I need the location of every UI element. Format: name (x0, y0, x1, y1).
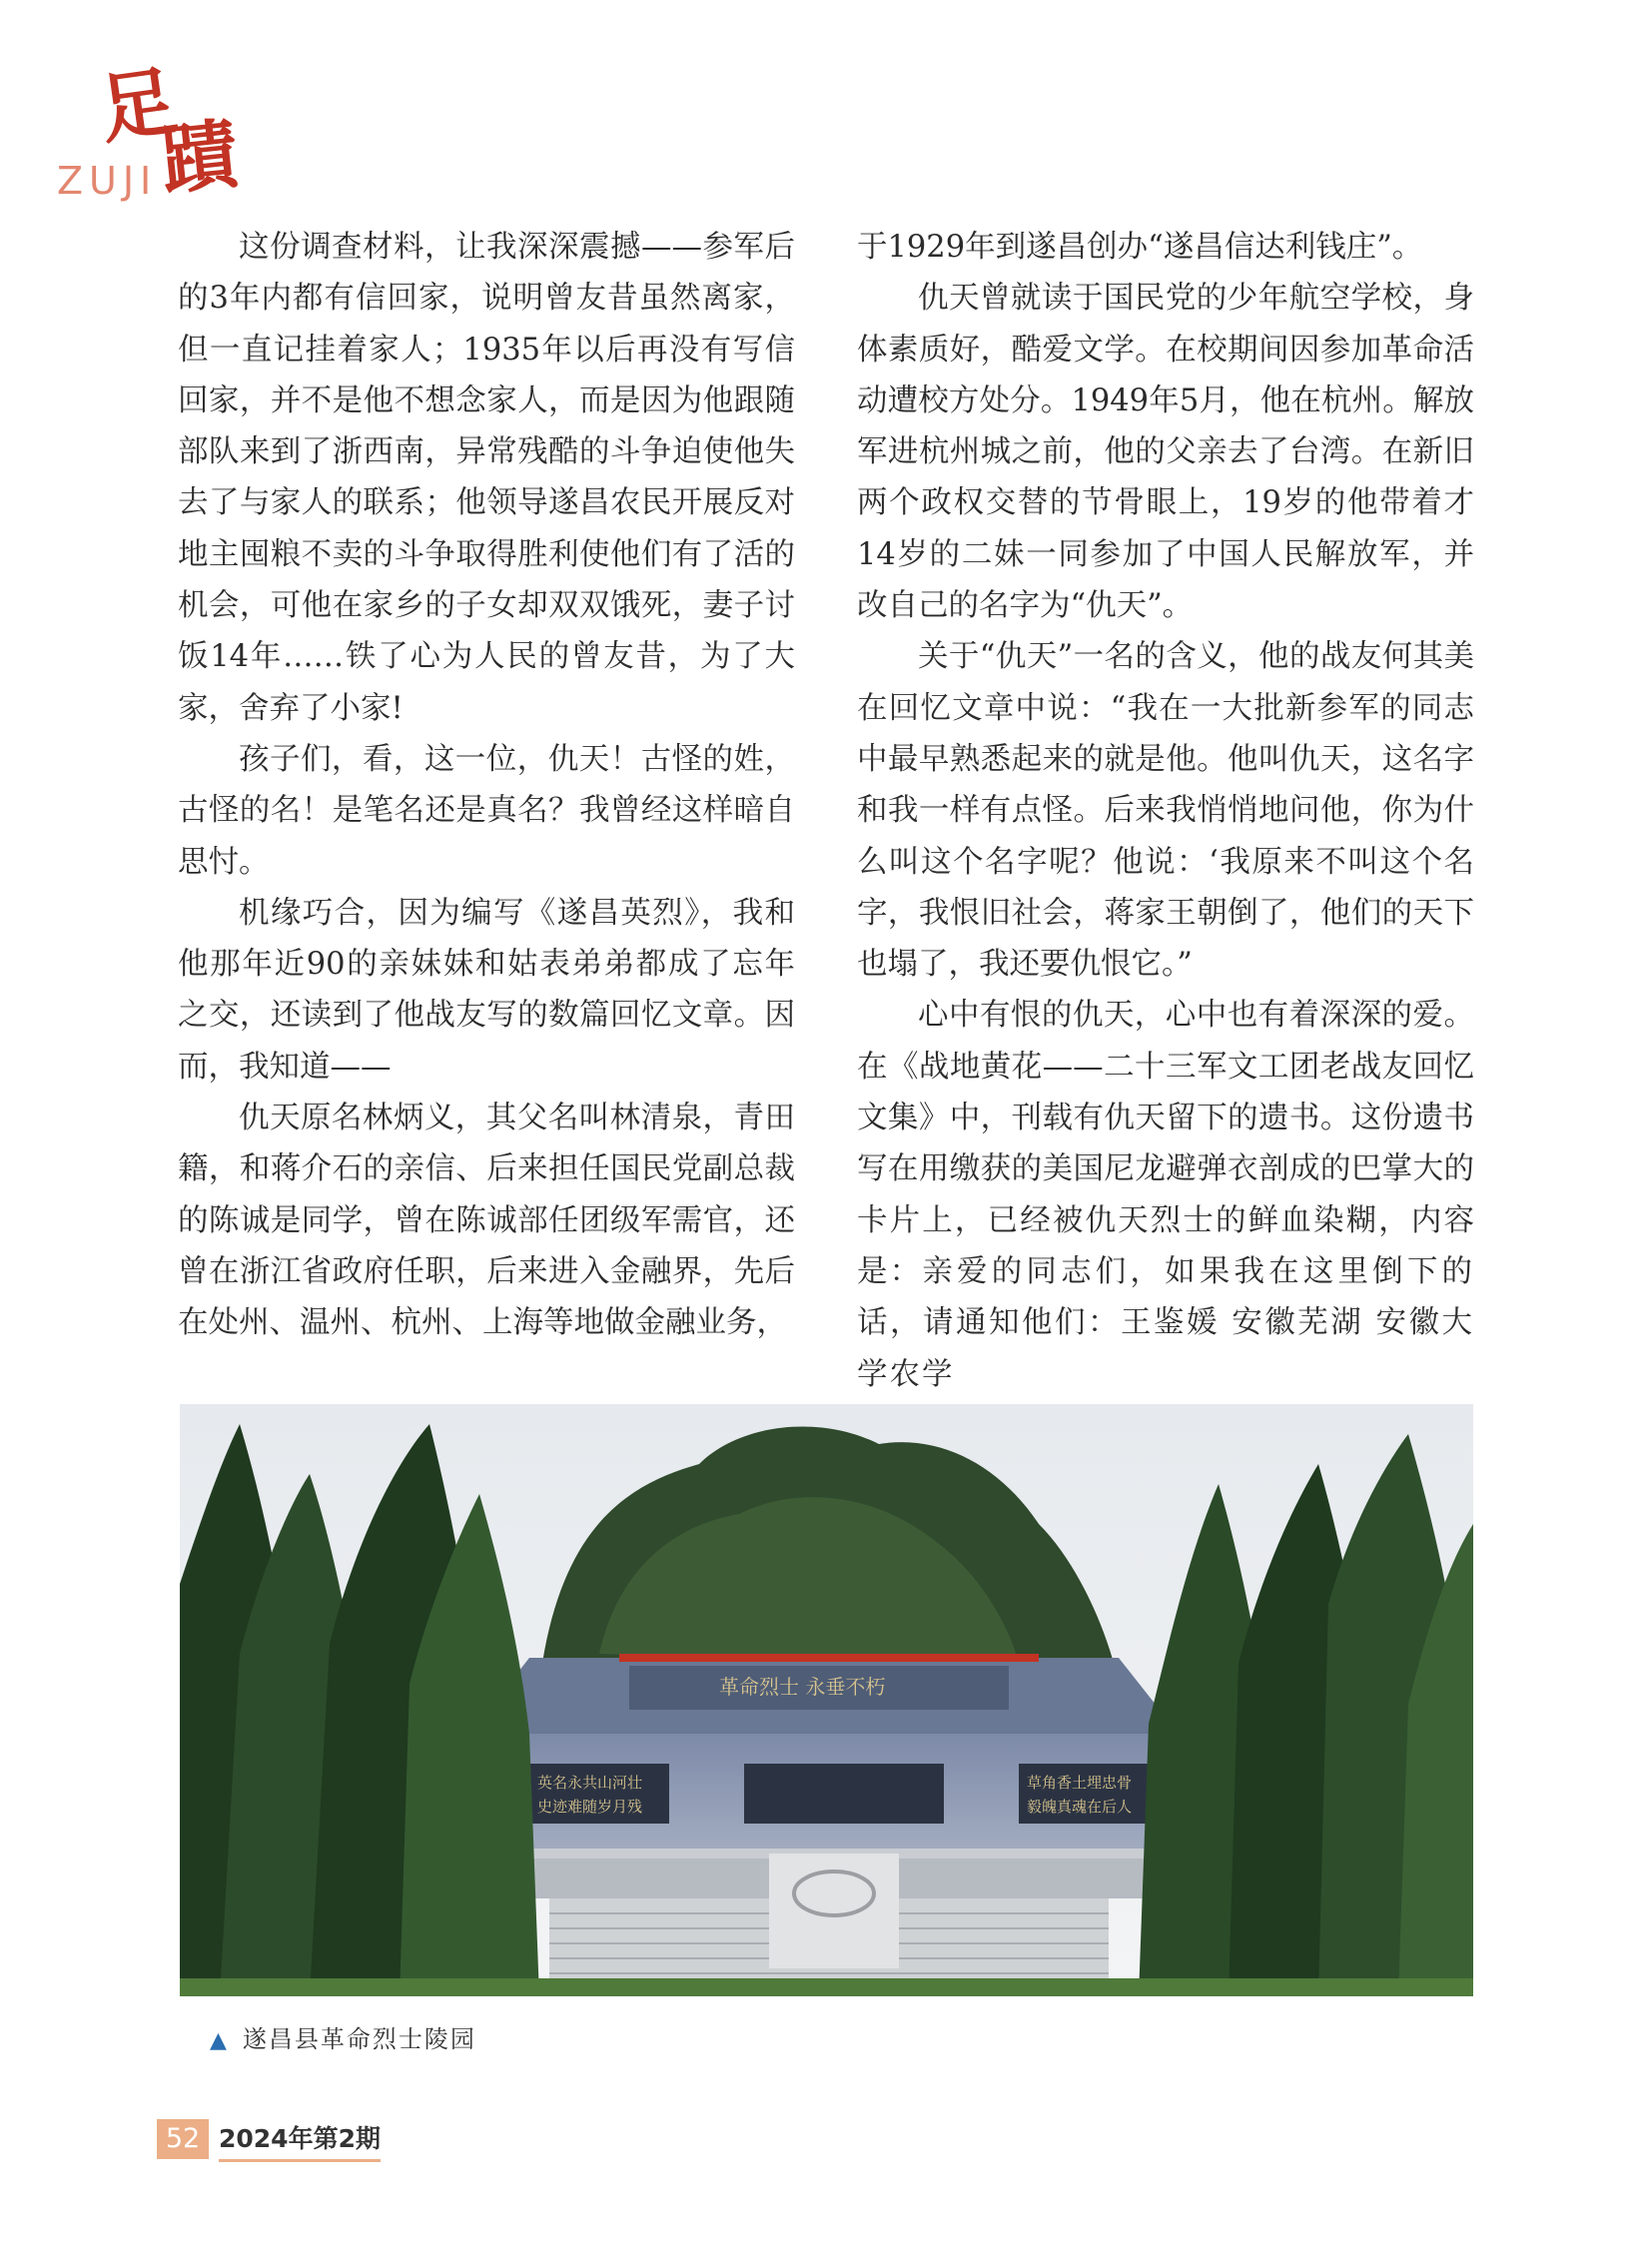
section-logo (52, 56, 252, 206)
cemetery-photo (180, 1404, 1473, 1996)
paragraph: 仇天曾就读于国民党的少年航空学校，身体素质好，酷爱文学。在校期间因参加革命活动遭校方处分。1949年5月，他在杭州。解放军进杭州城之前，他的父亲去了台湾。在新旧两个政权交替的节骨眼上，19岁的他带着才14岁的二妹一同参加了中国人民解放军，并改自己的名字为“仇天”。 (857, 281, 1474, 624)
caption-text: 遂昌县革命烈士陵园 (242, 2025, 476, 2053)
paragraph: 仇天原名林炳义，其父名叫林清泉，青田籍，和蒋介石的亲信、后来担任国民党副总裁的陈诚是同学，曾在陈诚部任团级军需官，还曾在浙江省政府任职，后来进入金融界，先后在处州、温州、杭州、上海等地做金融业务， (178, 1101, 795, 1341)
paragraph: 关于“仇天”一名的含义，他的战友何其美在回忆文章中说：“我在一大批新参军的同志中最早熟悉起来的就是他。他叫仇天，这名字和我一样有点怪。后来我悄悄地问他，你为什么叫这个名字呢？他说：‘我原来不叫这个名字，我恨旧社会，蒋家王朝倒了，他们的天下也塌了，我还要仇恨它。” (857, 639, 1474, 983)
right-column (857, 222, 1474, 1400)
paragraph: 这份调查材料，让我深深震撼——参军后的3年内都有信回家，说明曾友昔虽然离家，但一直记挂着家人；1935年以后再没有写信回家，并不是他不想念家人，而是因为他跟随部队来到了浙西南，异常残酷的斗争迫使他失去了与家人的联系；他领导遂昌农民开展反对地主囤粮不卖的斗争取得胜利使他们有了活的机会，可他在家乡的子女却双双饿死，妻子讨饭14年……铁了心为人民的曾友昔，为了大家，舍弃了小家! (178, 230, 795, 726)
paragraph-continuation: 于1929年到遂昌创办“遂昌信达利钱庄”。 (857, 230, 1423, 265)
logo-char-zu: 足 (94, 56, 182, 155)
left-plaque-line2: 史迹难随岁月残 (537, 1798, 643, 1816)
caption-triangle-icon: ▲ (210, 2028, 229, 2053)
paragraph (857, 990, 1474, 1399)
right-plaque-line2: 毅魄真魂在后人 (1027, 1798, 1133, 1816)
left-column (178, 222, 795, 1349)
paragraph: 机缘巧合，因为编写《遂昌英烈》，我和他那年近90的亲妹妹和姑表弟弟都成了忘年之交，还读到了他战友写的数篇回忆文章。因而，我知道—— (178, 895, 795, 1085)
page-number: 52 (157, 2119, 209, 2159)
photo-caption (210, 2019, 476, 2054)
paragraph: 孩子们，看，这一位，仇天！古怪的姓，古怪的名！是笔名还是真名？我曾经这样暗自思忖。 (178, 741, 795, 880)
right-plaque-line1: 草角香土埋忠骨 (1027, 1774, 1133, 1792)
paragraph-text: 心中有恨的仇天，心中也有着深深的爱。在《战地黄花——二十三军文工团老战友回忆文集》中，刊载有仇天留下的遗书。这份遗书写在用缴获的美国尼龙避弹衣剖成的巴掌大的卡片上，已经被仇天烈士的鲜血染糊，内容是： (857, 998, 1474, 1289)
left-plaque-line1: 英名永共山河壮 (537, 1774, 643, 1792)
will-letter-text: 亲爱的同志们，如果我在这里倒下的话，请通知他们：王鉴媛 安徽芜湖 安徽大学农学 (857, 1253, 1475, 1392)
monument-top-inscription: 革命烈士 永垂不朽 (719, 1675, 886, 1699)
issue-label: 2024年第2期 (219, 2119, 381, 2162)
logo-latin: ZUJI (57, 159, 158, 203)
logo-char-ji: 蹟 (157, 109, 243, 206)
